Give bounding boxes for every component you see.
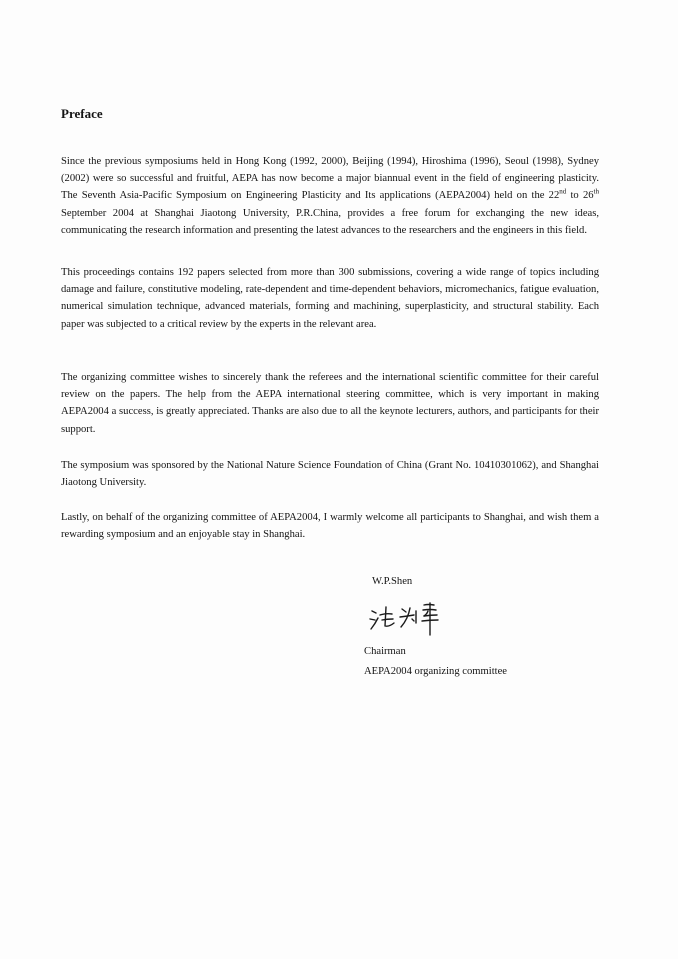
paragraph-sponsors: The symposium was sponsored by the National Nature Science Foundation of China (Grant No. 10410301062), and Shanghai Jiaotong University. — [61, 460, 599, 489]
signatory-name: W.P.Shen — [372, 576, 413, 587]
signatory-role: Chairman — [364, 646, 406, 657]
handwritten-signature-icon — [366, 593, 456, 641]
signature-block — [364, 576, 604, 681]
signatory-committee: AEPA2004 organizing committee — [364, 666, 507, 677]
paragraph-introduction — [61, 153, 599, 239]
paragraph-text: Since the previous symposiums held in Hong Kong (1992, 2000), Beijing (1994), Hiroshima (1996), Seoul (1998), Sydney (2002) were so successful and fruitful, AEPA has now become a major biannual event in the field of engineering plasticity. The Seventh Asia-Pacific Symposium on Engineering Plasticity and Its applications (AEPA2004) held on the 22 — [61, 156, 599, 202]
paragraph-acknowledgements: The organizing committee wishes to sincerely thank the referees and the international scientific committee for their careful review on the papers. The help from the AEPA international steering committee, which is very important in making AEPA2004 a success, is greatly appreciated. Thanks are also due to all the keynote lecturers, authors, and participants for their support. — [61, 372, 599, 435]
paragraph-welcome: Lastly, on behalf of the organizing committee of AEPA2004, I warmly welcome all participants to Shanghai, and wish them a rewarding symposium and an enjoyable stay in Shanghai. — [61, 512, 599, 541]
paragraph-proceedings: This proceedings contains 192 papers selected from more than 300 submissions, covering a wide range of topics including damage and failure, constitutive modeling, rate-dependent and time-dependent behaviors, micromechanics, fatigue evaluation, numerical simulation technique, advanced materials, forming and machining, superplasticity, and structural stability. Each paper was subjected to a critical review by the experts in the relevant area. — [61, 267, 599, 330]
ordinal-suffix: th — [593, 187, 599, 196]
paragraph-text: to 26 — [566, 190, 594, 202]
ordinal-suffix: nd — [559, 187, 567, 196]
page-title: Preface — [61, 106, 103, 121]
paragraph-text: September 2004 at Shanghai Jiaotong University, P.R.China, provides a free forum for exchanging the new ideas, communicating the research information and presenting the latest advances to the researchers and the engineers in this field. — [61, 207, 599, 236]
